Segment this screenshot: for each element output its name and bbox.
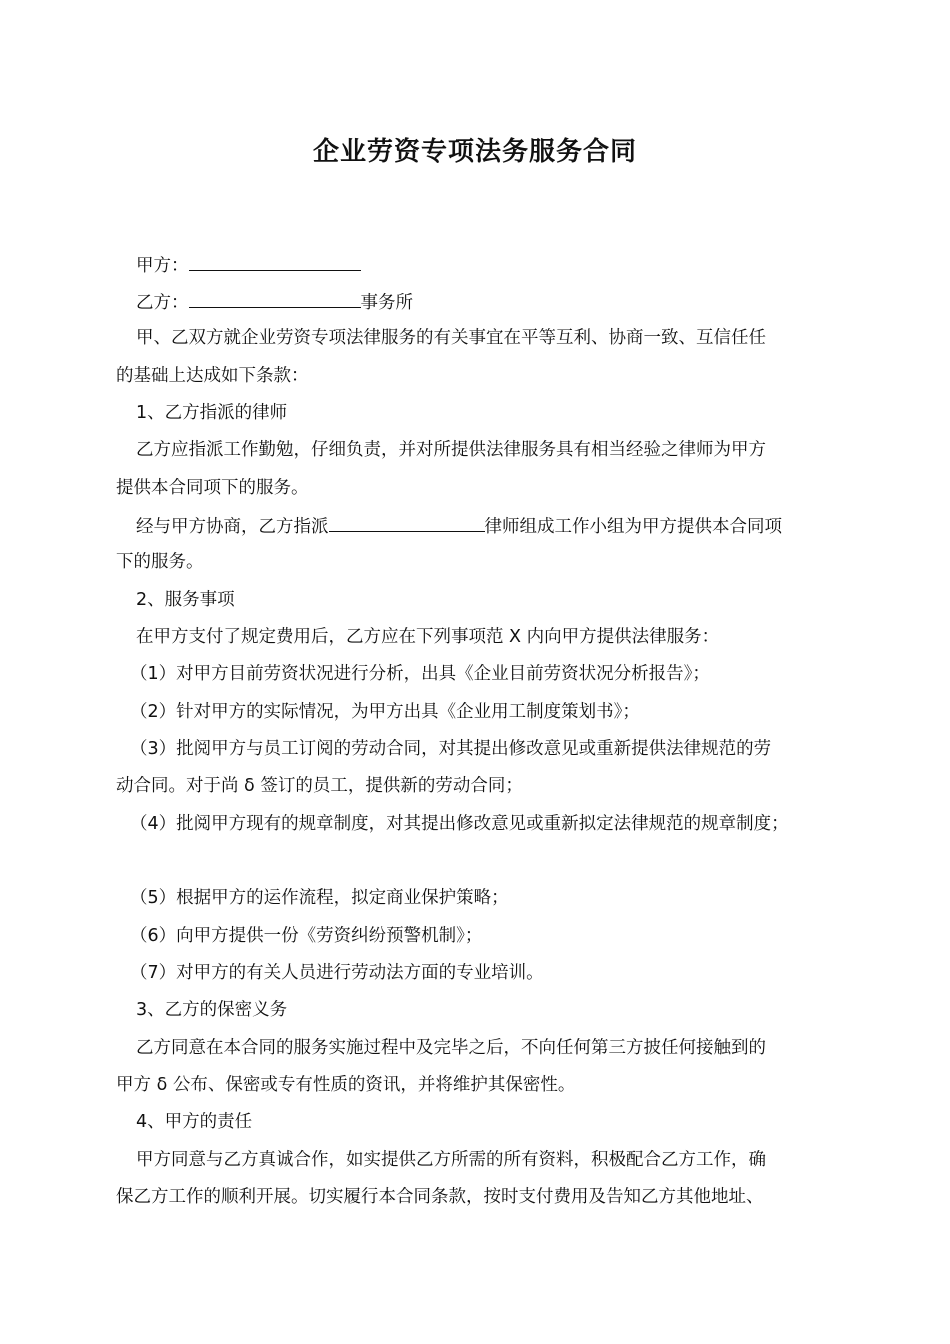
section-4-line-2: 保乙方工作的顺利开展。切实履行本合同条款，按时支付费用及告知乙方其他地址、: [116, 1187, 764, 1207]
party-b-label: 乙方：: [136, 293, 189, 313]
party-a-line: [136, 252, 361, 278]
intro-line-1: 甲、乙双方就企业劳资专项法律服务的有关事宜在平等互利、协商一致、互信任任: [136, 328, 766, 348]
section-1-para-1-line-1: 乙方应指派工作勤勉，仔细负责，并对所提供法律服务具有相当经验之律师为甲方: [136, 440, 766, 460]
section-2-item-4: （4）批阅甲方现有的规章制度，对其提出修改意见或重新拟定法律规范的规章制度；: [130, 814, 789, 834]
section-1-para-1-line-2: 提供本合同项下的服务。: [116, 478, 309, 498]
lawyer-assign-suffix: 律师组成工作小组为甲方提供本合同项: [484, 517, 782, 537]
party-b-blank: [189, 289, 361, 308]
section-1-para-2-line-2: 下的服务。: [116, 552, 204, 572]
section-2-item-3-line-1: （3）批阅甲方与员工订阅的劳动合同，对其提出修改意见或重新提供法律规范的劳: [130, 739, 772, 759]
party-b-line: [136, 289, 413, 315]
party-b-suffix: 事务所: [360, 293, 413, 313]
section-2-item-1: （1）对甲方目前劳资状况进行分析，出具《企业目前劳资状况分析报告》；: [130, 664, 710, 684]
section-2-heading: 2、服务事项: [136, 590, 235, 610]
section-2-item-5: （5）根据甲方的运作流程，拟定商业保护策略；: [130, 888, 509, 908]
intro-line-2: 的基础上达成如下条款：: [116, 366, 309, 386]
section-1-heading: 1、乙方指派的律师: [136, 403, 288, 423]
section-2-item-3-line-2: 动合同。对于尚 δ 签订的员工，提供新的劳动合同；: [116, 776, 523, 796]
section-4-line-1: 甲方同意与乙方真诚合作，如实提供乙方所需的所有资料，积极配合乙方工作，确: [136, 1150, 766, 1170]
section-3-heading: 3、乙方的保密义务: [136, 1000, 288, 1020]
section-3-line-1: 乙方同意在本合同的服务实施过程中及完毕之后，不向任何第三方披任何接触到的: [136, 1038, 766, 1058]
section-4-heading: 4、甲方的责任: [136, 1112, 253, 1132]
party-a-blank: [189, 252, 361, 271]
section-2-item-7: （7）对甲方的有关人员进行劳动法方面的专业培训。: [130, 963, 544, 983]
section-2-item-6: （6）向甲方提供一份《劳资纠纷预警机制》；: [130, 926, 483, 946]
section-3-line-2: 甲方 δ 公布、保密或专有性质的资讯，并将维护其保密性。: [116, 1075, 576, 1095]
lawyer-assign-prefix: 经与甲方协商，乙方指派: [136, 517, 329, 537]
section-2-item-2: （2）针对甲方的实际情况，为甲方出具《企业用工制度策划书》；: [130, 702, 640, 722]
section-2-intro: 在甲方支付了规定费用后，乙方应在下列事项范 X 内向甲方提供法律服务：: [136, 627, 720, 647]
party-a-label: 甲方：: [136, 256, 189, 276]
lawyer-name-blank: [329, 513, 485, 532]
section-1-para-2-line-1: [136, 513, 782, 539]
document-title: 企业劳资专项法务服务合同: [312, 137, 637, 167]
